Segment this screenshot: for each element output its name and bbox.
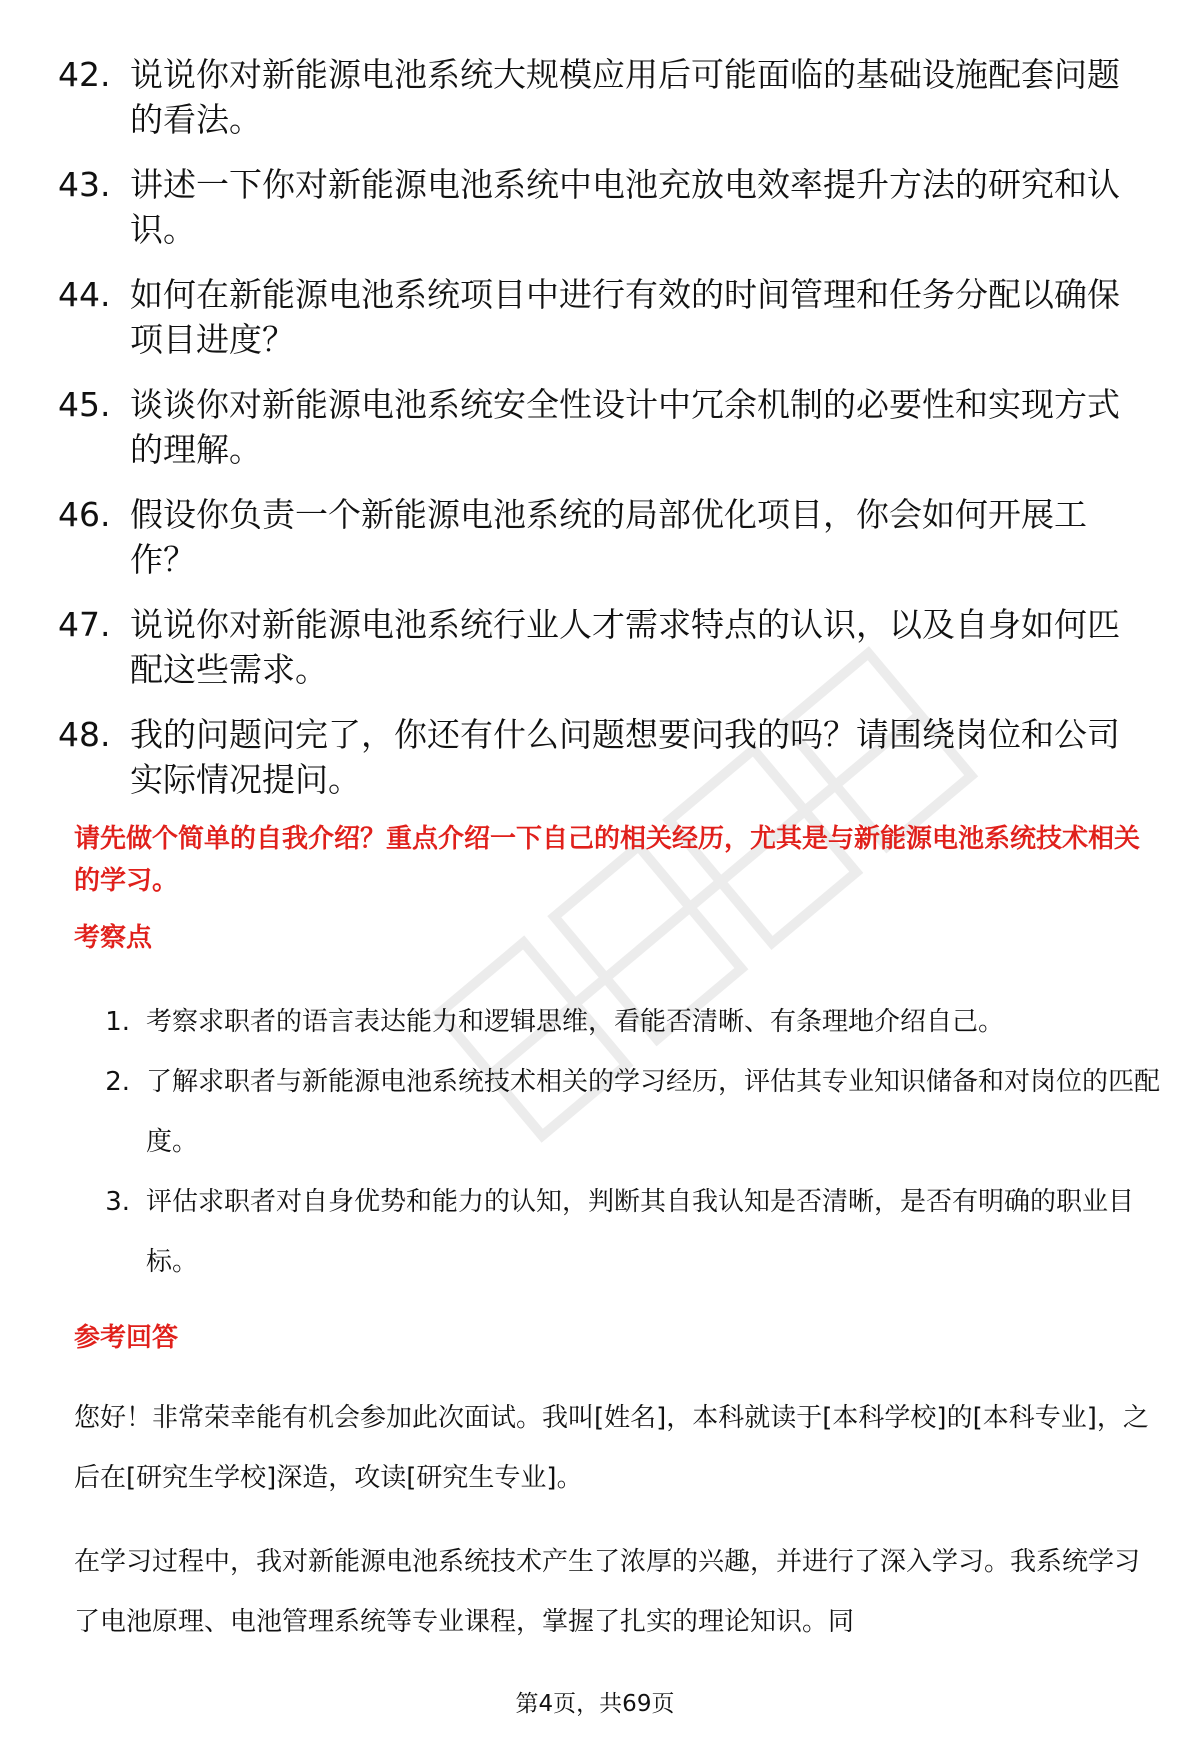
point-number: 3. xyxy=(105,1187,130,1217)
point-number: 2. xyxy=(105,1067,130,1097)
question-text: 讲述一下你对新能源电池系统中电池充放电效率提升方法的研究和认识。 xyxy=(130,165,1120,249)
answer-paragraph: 在学习过程中，我对新能源电池系统技术产生了浓厚的兴趣，并进行了深入学习。我系统学习了电池原理、电池管理系统等专业课程，掌握了扎实的理论知识。同 xyxy=(74,1547,1141,1637)
point-text: 了解求职者与新能源电池系统技术相关的学习经历，评估其专业知识储备和对岗位的匹配度。 xyxy=(146,1067,1161,1157)
list-item xyxy=(58,712,1148,802)
question-text: 说说你对新能源电池系统大规模应用后可能面临的基础设施配套问题的看法。 xyxy=(130,55,1120,139)
point-text: 评估求职者对自身优势和能力的认知，判断其自我认知是否清晰，是否有明确的职业目标。 xyxy=(146,1187,1135,1277)
question-text: 假设你负责一个新能源电池系统的局部优化项目，你会如何开展工作？ xyxy=(130,495,1087,579)
list-item xyxy=(58,382,1148,472)
question-text: 如何在新能源电池系统项目中进行有效的时间管理和任务分配以确保项目进度？ xyxy=(130,275,1120,359)
answer-heading: 参考回答 xyxy=(74,1323,179,1353)
question-number: 46. xyxy=(58,495,111,534)
question-list xyxy=(58,52,1148,822)
question-number: 43. xyxy=(58,165,111,204)
question-number: 47. xyxy=(58,605,111,644)
question-number: 44. xyxy=(58,275,111,314)
list-item xyxy=(58,52,1148,142)
list-item xyxy=(58,602,1148,692)
list-item xyxy=(58,272,1148,362)
answer-paragraph: 您好！非常荣幸能有机会参加此次面试。我叫[姓名]，本科就读于[本科学校]的[本科专业]，之后在[研究生学校]深造，攻读[研究生专业]。 xyxy=(74,1403,1149,1493)
list-item xyxy=(58,162,1148,252)
page-number: 第4页，共69页 xyxy=(515,1691,675,1717)
list-item xyxy=(74,1052,1164,1172)
section-title: 请先做个简单的自我介绍？重点介绍一下自己的相关经历，尤其是与新能源电池系统技术相关的学习。 xyxy=(74,824,1141,896)
points-list xyxy=(74,992,1164,1292)
point-text: 考察求职者的语言表达能力和逻辑思维，看能否清晰、有条理地介绍自己。 xyxy=(146,1007,1005,1037)
list-item xyxy=(58,492,1148,582)
point-number: 1. xyxy=(105,1007,130,1037)
question-text: 我的问题问完了，你还有什么问题想要问我的吗？请围绕岗位和公司实际情况提问。 xyxy=(130,715,1120,799)
list-item xyxy=(74,992,1164,1052)
question-number: 45. xyxy=(58,385,111,424)
question-text: 谈谈你对新能源电池系统安全性设计中冗余机制的必要性和实现方式的理解。 xyxy=(130,385,1120,469)
question-number: 48. xyxy=(58,715,111,754)
question-number: 42. xyxy=(58,55,111,94)
list-item xyxy=(74,1172,1164,1292)
points-heading: 考察点 xyxy=(74,923,153,953)
question-text: 说说你对新能源电池系统行业人才需求特点的认识，以及自身如何匹配这些需求。 xyxy=(130,605,1120,689)
